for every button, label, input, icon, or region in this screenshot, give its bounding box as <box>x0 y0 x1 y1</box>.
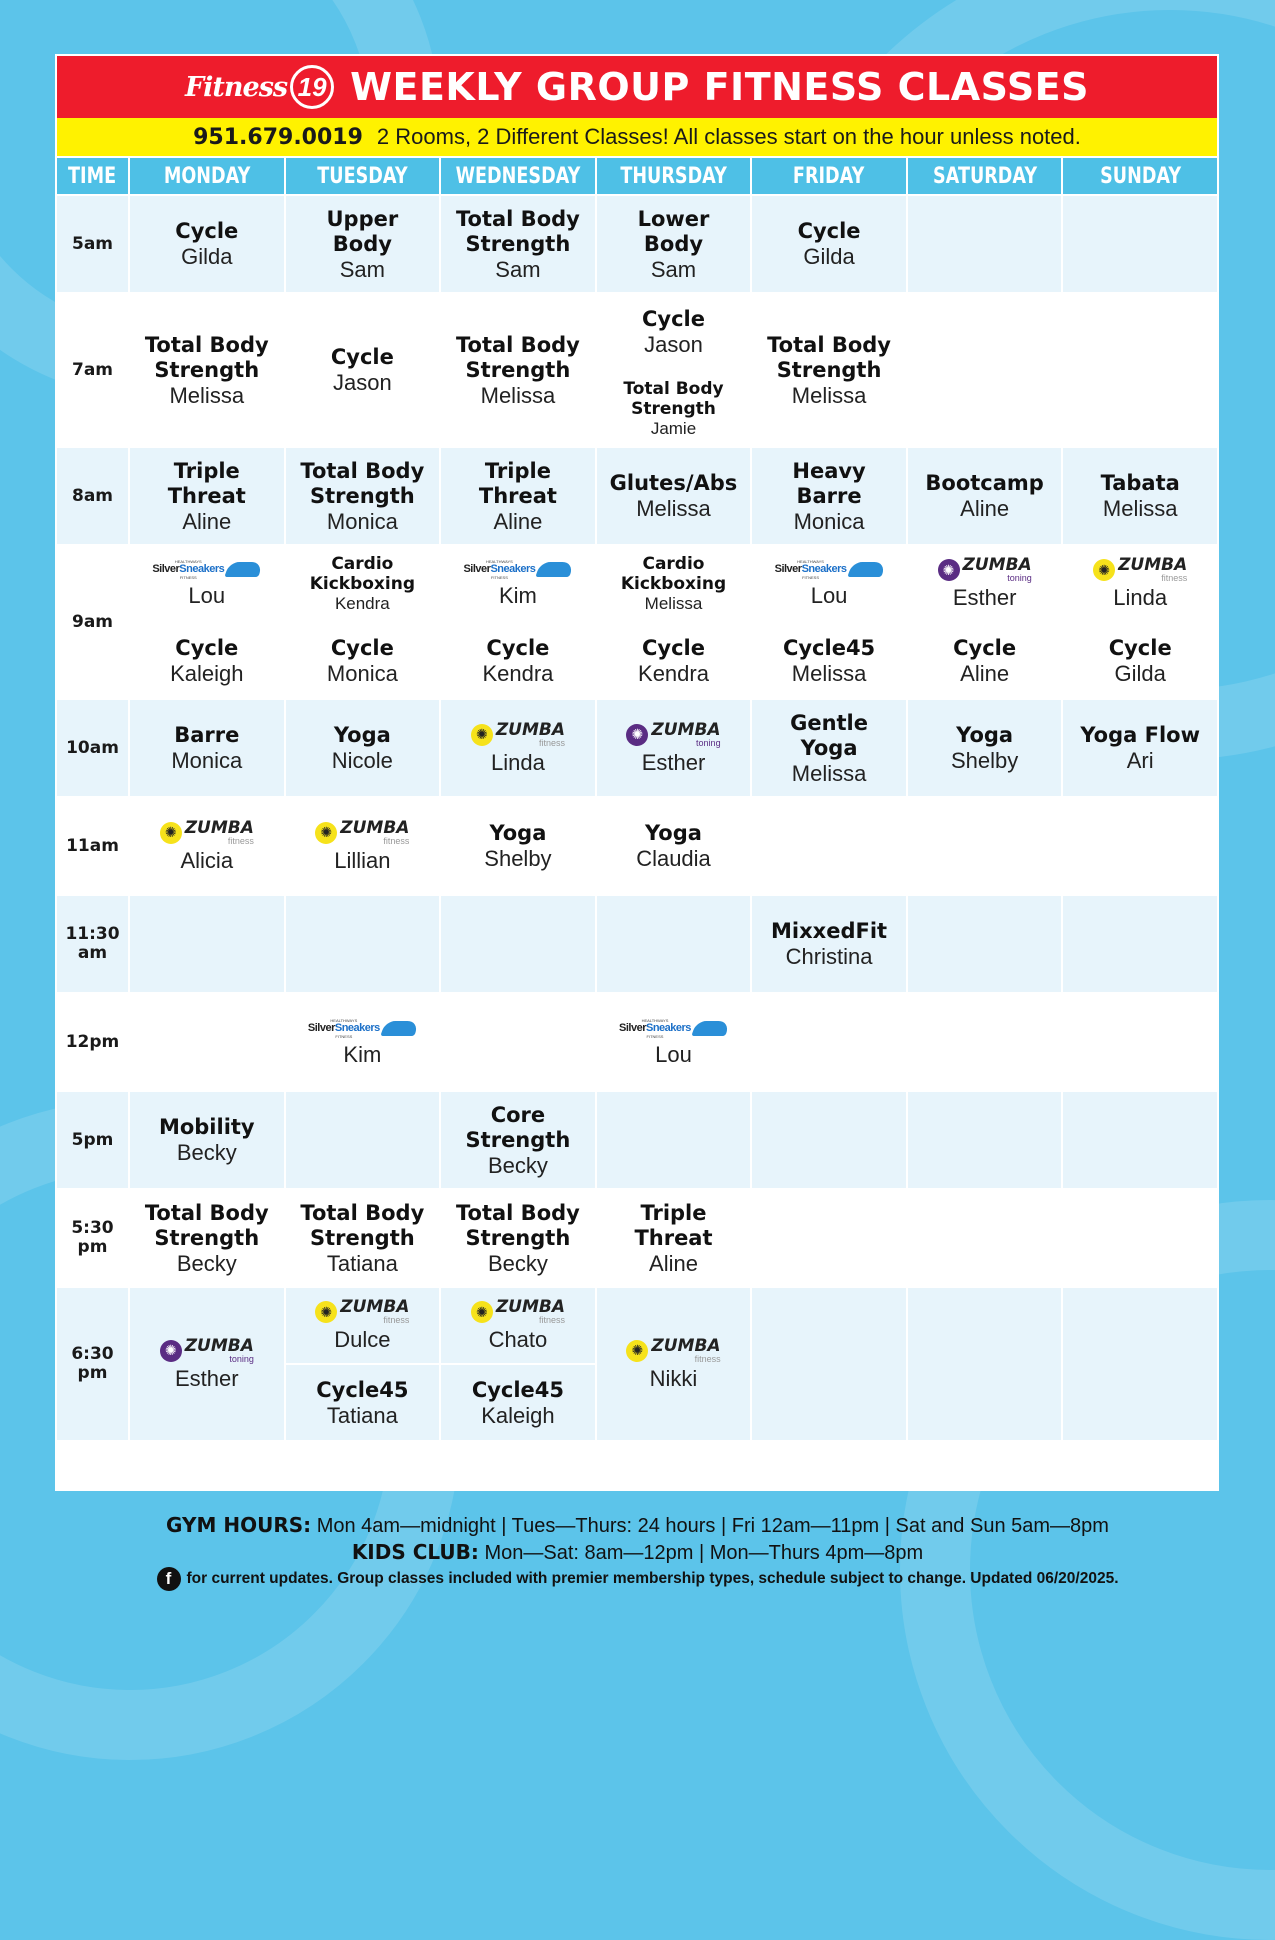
empty-cell <box>1063 196 1217 292</box>
class-cell: HEALTHWAYS SilverSneakers FITNESS Lou <box>597 994 751 1090</box>
class-cell: Upper Body Sam <box>286 196 440 292</box>
class-cell: Total Body Strength Melissa <box>130 294 284 446</box>
zumba-fitness-logo: ✺ ZUMBA fitness <box>471 722 565 748</box>
class-cell: Bootcamp Aline <box>908 448 1062 544</box>
class-cell: HEALTHWAYS SilverSneakers FITNESS Kim <box>441 546 595 621</box>
class-cell: ✺ ZUMBA fitness Lillian <box>286 798 440 894</box>
class-cell: Cycle45 Melissa <box>752 623 906 698</box>
empty-cell <box>1063 994 1217 1090</box>
empty-cell <box>752 798 906 894</box>
class-cell: Lower Body Sam <box>597 196 751 292</box>
class-cell: ✺ ZUMBA toning Esther <box>597 700 751 796</box>
time-630pm: 6:30 pm <box>57 1288 128 1440</box>
class-cell: Total Body Strength Melissa <box>752 294 906 446</box>
empty-cell <box>908 1092 1062 1188</box>
footer <box>0 1512 1275 1592</box>
zumba-toning-logo: ✺ ZUMBA toning <box>160 1338 254 1364</box>
class-cell: Yoga Nicole <box>286 700 440 796</box>
class-cell: Triple Threat Aline <box>441 448 595 544</box>
zumba-fitness-logo: ✺ ZUMBA fitness <box>160 820 254 846</box>
class-cell: Heavy Barre Monica <box>752 448 906 544</box>
footer-note: f for current updates. Group classes included with premier membership types, schedule subject to change. Updated 06/20/2025. <box>0 1566 1275 1592</box>
empty-cell <box>597 1092 751 1188</box>
time-8am: 8am <box>57 448 128 544</box>
empty-cell <box>908 196 1062 292</box>
time-1130am: 11:30 am <box>57 896 128 992</box>
class-cell: Cycle Jason <box>597 294 751 369</box>
split-cell <box>441 1288 595 1440</box>
empty-cell <box>908 1190 1062 1286</box>
fitness19-logo <box>185 65 334 109</box>
class-cell: Total Body Strength Jamie <box>597 371 751 446</box>
page-title: WEEKLY GROUP FITNESS CLASSES <box>350 65 1090 109</box>
class-cell: Tabata Melissa <box>1063 448 1217 544</box>
split-cell <box>1063 546 1217 698</box>
split-cell <box>908 546 1062 698</box>
time-9am: 9am <box>57 546 128 698</box>
time-530pm: 5:30 pm <box>57 1190 128 1286</box>
class-cell: ✺ ZUMBA fitness Nikki <box>597 1288 751 1440</box>
empty-cell <box>1063 294 1217 446</box>
class-cell: ✺ ZUMBA toning Esther <box>908 546 1062 621</box>
zumba-fitness-logo: ✺ ZUMBA fitness <box>315 1299 409 1325</box>
class-cell: Cycle Kaleigh <box>130 623 284 698</box>
silversneakers-logo: HEALTHWAYS SilverSneakers FITNESS <box>308 1018 417 1039</box>
empty-cell <box>1063 1190 1217 1286</box>
empty-cell <box>908 1288 1062 1440</box>
zumba-icon: ✺ <box>938 559 960 581</box>
empty-cell <box>286 896 440 992</box>
class-cell: ✺ ZUMBA toning Esther <box>130 1288 284 1440</box>
class-cell: Core Strength Becky <box>441 1092 595 1188</box>
class-cell: Yoga Shelby <box>441 798 595 894</box>
zumba-fitness-logo: ✺ ZUMBA fitness <box>315 820 409 846</box>
empty-cell <box>441 994 595 1090</box>
silversneakers-logo: HEALTHWAYS SilverSneakers FITNESS <box>463 559 572 580</box>
class-cell: Triple Threat Aline <box>597 1190 751 1286</box>
time-10am: 10am <box>57 700 128 796</box>
zumba-toning-logo: ✺ ZUMBA toning <box>626 722 720 748</box>
empty-cell <box>908 798 1062 894</box>
zumba-icon: ✺ <box>160 1340 182 1362</box>
class-cell: Cycle Gilda <box>130 196 284 292</box>
logo-word: Fitness <box>184 71 288 103</box>
empty-cell <box>441 896 595 992</box>
header-wednesday: WEDNESDAY <box>441 158 595 194</box>
empty-cell <box>908 896 1062 992</box>
split-cell <box>286 1288 440 1440</box>
class-cell: Cycle Jason <box>286 294 440 446</box>
class-cell: Total Body Strength Sam <box>441 196 595 292</box>
split-cell <box>597 546 751 698</box>
class-cell: Cycle Gilda <box>1063 623 1217 698</box>
empty-cell <box>1063 798 1217 894</box>
empty-cell <box>752 1288 906 1440</box>
empty-cell <box>752 1092 906 1188</box>
split-cell <box>597 294 751 446</box>
zumba-fitness-logo: ✺ ZUMBA fitness <box>1093 557 1187 583</box>
sneaker-icon <box>380 1021 419 1036</box>
class-cell: Cycle Aline <box>908 623 1062 698</box>
zumba-icon: ✺ <box>315 1301 337 1323</box>
class-cell: Total Body Strength Tatiana <box>286 1190 440 1286</box>
class-cell: Cycle45 Tatiana <box>286 1365 440 1440</box>
empty-cell <box>1063 1288 1217 1440</box>
class-cell: Yoga Flow Ari <box>1063 700 1217 796</box>
header-monday: MONDAY <box>130 158 284 194</box>
split-cell <box>286 546 440 698</box>
class-cell: ✺ ZUMBA fitness Linda <box>1063 546 1217 621</box>
sneaker-icon <box>536 562 575 577</box>
class-cell: Cardio Kickboxing Melissa <box>597 546 751 621</box>
silversneakers-logo: HEALTHWAYS SilverSneakers FITNESS <box>775 559 884 580</box>
empty-cell <box>130 994 284 1090</box>
header-tuesday: TUESDAY <box>286 158 440 194</box>
zumba-icon: ✺ <box>160 822 182 844</box>
class-cell: Triple Threat Aline <box>130 448 284 544</box>
class-cell: Total Body Strength Becky <box>441 1190 595 1286</box>
empty-cell <box>908 994 1062 1090</box>
zumba-icon: ✺ <box>315 822 337 844</box>
class-cell: HEALTHWAYS SilverSneakers FITNESS Kim <box>286 994 440 1090</box>
class-cell: Total Body Strength Melissa <box>441 294 595 446</box>
silversneakers-logo: HEALTHWAYS SilverSneakers FITNESS <box>619 1018 728 1039</box>
class-cell: ✺ ZUMBA fitness Dulce <box>286 1288 440 1363</box>
info-bar <box>57 118 1217 156</box>
tagline: 2 Rooms, 2 Different Classes! All classes start on the hour unless noted. <box>376 124 1081 149</box>
time-7am: 7am <box>57 294 128 446</box>
kids-club-hours: KIDS CLUB: Mon—Sat: 8am—12pm | Mon—Thurs 4pm—8pm <box>351 1540 924 1564</box>
class-cell: Total Body Strength Monica <box>286 448 440 544</box>
zumba-icon: ✺ <box>471 724 493 746</box>
time-12pm: 12pm <box>57 994 128 1090</box>
zumba-fitness-logo: ✺ ZUMBA fitness <box>626 1338 720 1364</box>
sneaker-icon <box>691 1021 730 1036</box>
header-thursday: THURSDAY <box>597 158 751 194</box>
class-cell: ✺ ZUMBA fitness Chato <box>441 1288 595 1363</box>
empty-cell <box>1063 896 1217 992</box>
empty-cell <box>752 994 906 1090</box>
silversneakers-logo: HEALTHWAYS SilverSneakers FITNESS <box>152 559 261 580</box>
empty-cell <box>752 1190 906 1286</box>
time-11am: 11am <box>57 798 128 894</box>
phone-number: 951.679.0019 <box>193 124 363 150</box>
facebook-icon[interactable]: f <box>157 1567 181 1591</box>
header-saturday: SATURDAY <box>908 158 1062 194</box>
title-bar <box>57 56 1217 118</box>
split-cell <box>752 546 906 698</box>
class-cell: Cycle Gilda <box>752 196 906 292</box>
zumba-icon: ✺ <box>626 724 648 746</box>
class-cell: Cardio Kickboxing Kendra <box>286 546 440 621</box>
split-cell <box>441 546 595 698</box>
class-cell: Yoga Claudia <box>597 798 751 894</box>
empty-cell <box>908 294 1062 446</box>
class-cell: HEALTHWAYS SilverSneakers FITNESS Lou <box>130 546 284 621</box>
header-friday: FRIDAY <box>752 158 906 194</box>
zumba-icon: ✺ <box>626 1340 648 1362</box>
class-cell: Yoga Shelby <box>908 700 1062 796</box>
sneaker-icon <box>225 562 264 577</box>
class-cell: HEALTHWAYS SilverSneakers FITNESS Lou <box>752 546 906 621</box>
empty-cell <box>597 896 751 992</box>
class-cell: Cycle Kendra <box>441 623 595 698</box>
empty-cell <box>286 1092 440 1188</box>
zumba-icon: ✺ <box>471 1301 493 1323</box>
class-cell: ✺ ZUMBA fitness Linda <box>441 700 595 796</box>
class-cell: Barre Monica <box>130 700 284 796</box>
class-cell: Total Body Strength Becky <box>130 1190 284 1286</box>
empty-cell <box>130 896 284 992</box>
empty-cell <box>1063 1092 1217 1188</box>
schedule-grid <box>57 158 1217 1491</box>
header-time: TIME <box>57 158 128 194</box>
sneaker-icon <box>847 562 886 577</box>
schedule-sheet <box>55 54 1219 1491</box>
gym-hours: GYM HOURS: Mon 4am—midnight | Tues—Thurs: 24 hours | Fri 12am—11pm | Sat and Sun 5am—8pm <box>166 1513 1109 1537</box>
header-sunday: SUNDAY <box>1063 158 1217 194</box>
class-cell: MixxedFit Christina <box>752 896 906 992</box>
class-cell: Cycle Monica <box>286 623 440 698</box>
class-cell: Glutes/Abs Melissa <box>597 448 751 544</box>
time-5am: 5am <box>57 196 128 292</box>
time-5pm: 5pm <box>57 1092 128 1188</box>
class-cell: Gentle Yoga Melissa <box>752 700 906 796</box>
split-cell <box>130 546 284 698</box>
class-cell: Cycle45 Kaleigh <box>441 1365 595 1440</box>
class-cell: Cycle Kendra <box>597 623 751 698</box>
zumba-fitness-logo: ✺ ZUMBA fitness <box>471 1299 565 1325</box>
zumba-toning-logo: ✺ ZUMBA toning <box>938 557 1032 583</box>
class-cell: ✺ ZUMBA fitness Alicia <box>130 798 284 894</box>
zumba-icon: ✺ <box>1093 559 1115 581</box>
logo-number: 19 <box>290 65 334 109</box>
class-cell: Mobility Becky <box>130 1092 284 1188</box>
